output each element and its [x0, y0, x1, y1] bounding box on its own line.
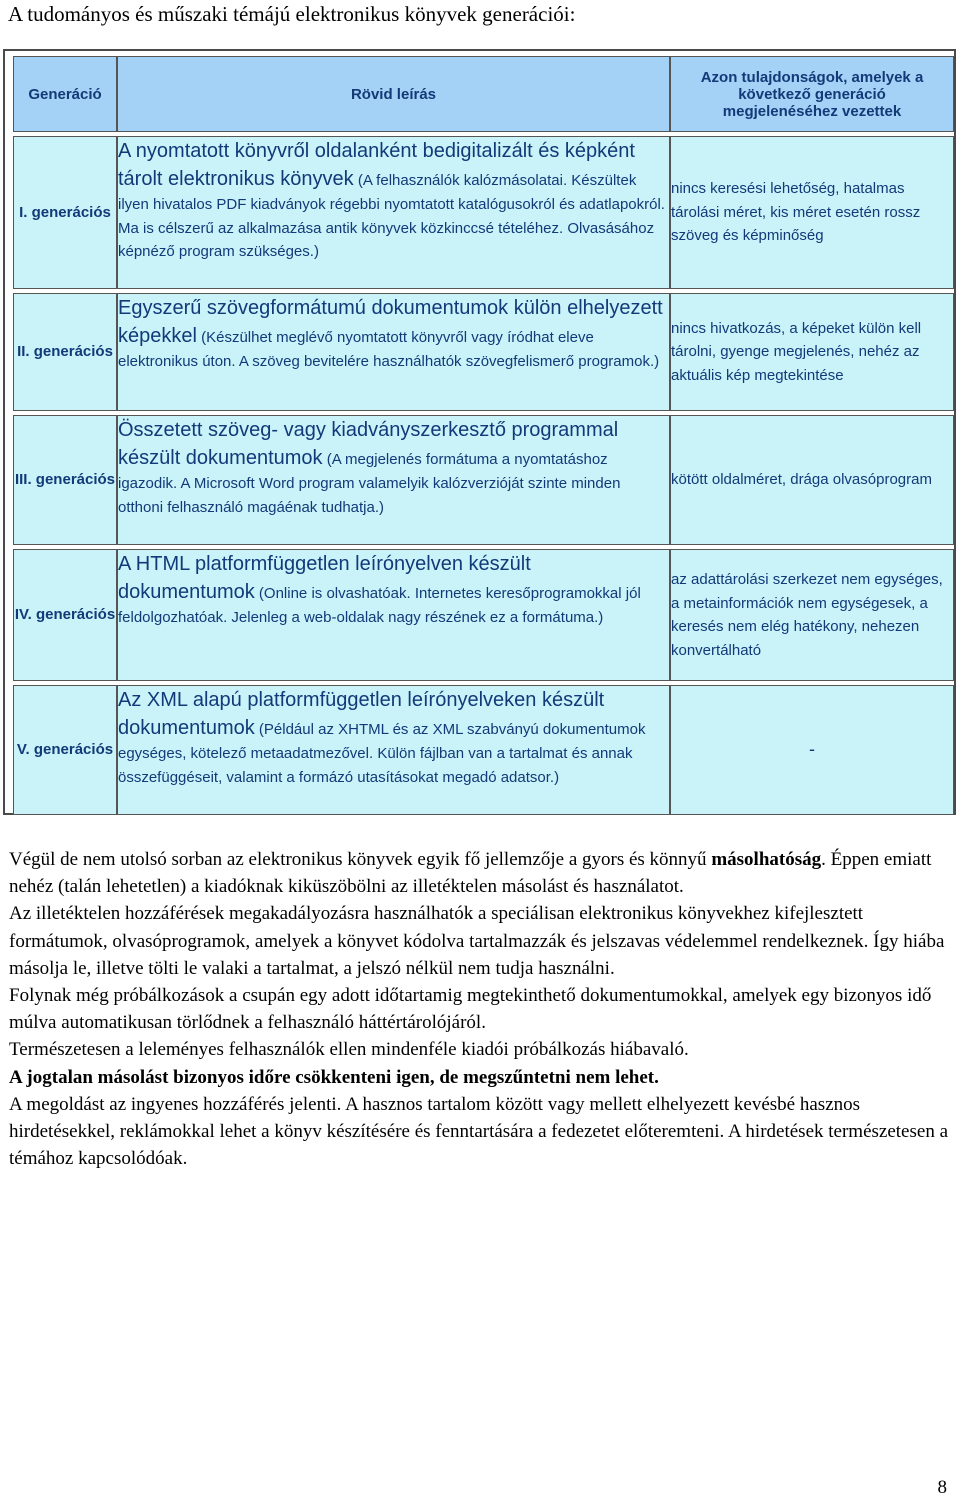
- table-row: [13, 549, 954, 681]
- paragraph-bold-term: másolhatóság: [711, 849, 822, 870]
- generation-cell: V. generációs: [13, 685, 117, 815]
- header-properties: Azon tulajdonságok, amelyek a következő generáció megjelenéséhez vezettek: [670, 56, 954, 132]
- table-row: [13, 293, 954, 411]
- description-lead: A HTML platformfüggetlen leírónyelven készült dokumentumok: [118, 553, 531, 603]
- description-lead: Összetett szöveg- vagy kiadványszerkesztő programmal készült dokumentumok: [118, 419, 619, 469]
- paragraph: A megoldást az ingyenes hozzáférés jelenti. A hasznos tartalom között vagy mellett elhelyezett kevésbé hasznos hirdetésekkel, reklámokkal lehet a könyv készítésére és fenntartására a fedezetet előteremteni. A hirdetések természetesen a témához kapcsolódóak.: [9, 1093, 948, 1170]
- generations-table-frame: [3, 49, 956, 815]
- description-cell: [117, 685, 670, 815]
- page-heading: A tudományos és műszaki témájú elektronikus könyvek generációi:: [8, 2, 576, 26]
- properties-cell: -: [670, 685, 954, 815]
- description-details: (Készülhet meglévő nyomtatott könyvről vagy íródhat eleve elektronikus úton. A szöveg bevitelére használhatók szövegfelismerő programok.): [118, 329, 660, 370]
- body-text: [9, 846, 949, 1172]
- generation-cell: II. generációs: [13, 293, 117, 411]
- paragraph: Az illetéktelen hozzáférések megakadályozásra használhatók a speciálisan elektronikus könyvekhez kifejlesztett formátumok, olvasóprogramok, amelyek a könyvet kódolva tartalmazzák és jelszavas védelemmel rendelkeznek. Így hiába másolja le, illetve tölti le valaki a tartalmat, a jelszó nélkül nem tudja használni.: [9, 903, 945, 979]
- paragraph: [9, 846, 949, 900]
- paragraph-text: Végül de nem utolsó sorban az elektronikus könyvek egyik fő jellemzője a gyors és könnyű: [9, 849, 712, 870]
- description-lead: Egyszerű szövegformátumú dokumentumok külön elhelyezett képekkel: [118, 297, 663, 347]
- header-description: Rövid leírás: [117, 56, 670, 132]
- generation-cell: I. generációs: [13, 136, 117, 289]
- description-details: (Például az XHTML és az XML szabványú dokumentumok egységes, kötelező metaadatmezővel. Külön fájlban van a tartalmat és annak összefüggéseit, valamint a formázó utasításokat megadó adatsor.): [118, 721, 646, 786]
- generation-cell: IV. generációs: [13, 549, 117, 681]
- description-cell: [117, 415, 670, 545]
- generations-table: [13, 56, 954, 815]
- properties-cell: nincs hivatkozás, a képeket külön kell tárolni, gyenge megjelenés, nehéz az aktuális kép megtekintése: [670, 293, 954, 411]
- description-lead: Az XML alapú platformfüggetlen leírónyelveken készült dokumentumok: [118, 689, 605, 739]
- properties-cell: nincs keresési lehetőség, hatalmas tárolási méret, kis méret esetén rossz szöveg és képminőség: [670, 136, 954, 289]
- paragraph-text: . Éppen emiatt nehéz (talán lehetetlen) a kiadóknak kiküszöbölni az illetéktelen másolást és használatot.: [9, 849, 932, 898]
- properties-cell: kötött oldalméret, drága olvasóprogram: [670, 415, 954, 545]
- table-row: [13, 136, 954, 289]
- description-details: (A megjelenés formátuma a nyomtatáshoz igazodik. A Microsoft Word program valamelyik kalózverzióját szinte minden otthoni felhasználó magáénak tudhatja.): [118, 451, 621, 516]
- header-generation: Generáció: [13, 56, 117, 132]
- properties-cell: az adattárolási szerkezet nem egységes, a metainformációk nem egységesek, a keresés nem elég hatékony, nehezen konvertálható: [670, 549, 954, 681]
- description-cell: [117, 549, 670, 681]
- page-number: 8: [937, 1477, 947, 1498]
- description-details: (Online is olvashatóak. Internetes keresőprogramokkal jól feldolgozhatóak. Jelenleg a web-oldalak nagy részének ez a formátuma.): [118, 585, 641, 626]
- table-header-row: [13, 56, 954, 132]
- generation-cell: III. generációs: [13, 415, 117, 545]
- paragraph: Folynak még próbálkozások a csupán egy adott időtartamig megtekinthető dokumentumokkal, amelyek egy bizonyos idő múlva automatikusan törlődnek a felhasználó háttértárolójáról.: [9, 985, 932, 1034]
- description-cell: [117, 293, 670, 411]
- description-cell: [117, 136, 670, 289]
- table-row: [13, 685, 954, 815]
- paragraph-bold: A jogtalan másolást bizonyos időre csökkenteni igen, de megszűntetni nem lehet.: [9, 1066, 659, 1088]
- description-lead: A nyomtatott könyvről oldalanként bedigitalizált és képként tárolt elektronikus könyvek: [118, 140, 635, 190]
- table-row: [13, 415, 954, 545]
- paragraph: Természetesen a leleményes felhasználók ellen mindenféle kiadói próbálkozás hiábavaló.: [9, 1039, 689, 1061]
- description-details: (A felhasználók kalózmásolatai. Készültek ilyen hivatalos PDF kiadványok régebbi nyomtatott katalógusokról és adatlapokról. Ma is célszerű az alkalmazása antik könyvek közkinccsé tételéhez. Olvasásához képnéző program szükséges.): [118, 172, 665, 260]
